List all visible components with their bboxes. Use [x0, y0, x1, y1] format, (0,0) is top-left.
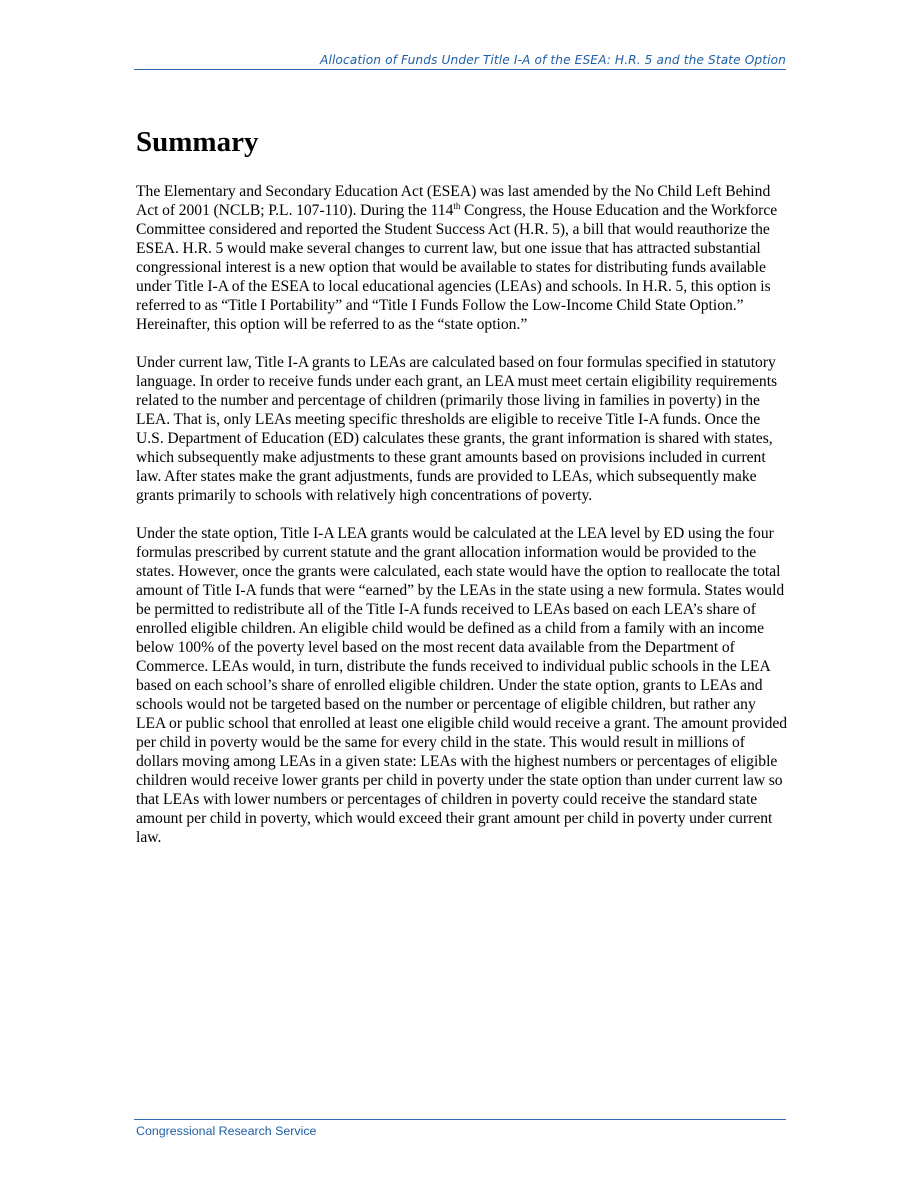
paragraph-1-text-start: The Elementary and Secondary Education Act (ESEA) was last amended by the No Child Left Behind Act of 2001 (NCLB; P.L. 107-110). During the 114 — [136, 183, 771, 219]
header-rule — [134, 69, 786, 70]
section-title: Summary — [136, 126, 259, 158]
page-footer — [134, 1119, 786, 1139]
paragraph-1-text-end: Congress, the House Education and the Workforce Committee considered and reported the Student Success Act (H.R. 5), a bill that would reauthorize the ESEA. H.R. 5 would make several changes to current law, but one issue that has attracted substantial congressional interest is a new option that would be available to states for distributing funds available under Title I-A of the ESEA to local educational agencies (LEAs) and schools. In H.R. 5, this option is referred to as “Title I Portability” and “Title I Funds Follow the Low-Income Child State Option.” Hereinafter, this option will be referred to as the “state option.” — [136, 202, 778, 333]
footer-organization: Congressional Research Service — [136, 1124, 317, 1138]
main-content — [136, 124, 788, 866]
page-header — [134, 52, 786, 70]
summary-paragraph-2: Under current law, Title I-A grants to LEAs are calculated based on four formulas specified in statutory language. In order to receive funds under each grant, an LEA must meet certain eligibility requirements related to the number and percentage of children (primarily those living in families in poverty) in the LEA. That is, only LEAs meeting specific thresholds are eligible to receive Title I-A funds. Once the U.S. Department of Education (ED) calculates these grants, the grant information is shared with states, which subsequently make adjustments to these grant amounts based on provisions included in current law. After states make the grant adjustments, funds are provided to LEAs, which subsequently make grants primarily to schools with relatively high concentrations of poverty. — [136, 354, 778, 504]
ordinal-superscript: th — [453, 201, 461, 211]
summary-paragraph-3: Under the state option, Title I-A LEA grants would be calculated at the LEA level by ED using the four formulas prescribed by current statute and the grant allocation information would be provided to the states. However, once the grants were calculated, each state would have the option to reallocate the total amount of Title I-A funds that were “earned” by the LEAs in the state using a new formula. States would be permitted to redistribute all of the Title I-A funds received to LEAs based on each LEA’s share of enrolled eligible children. An eligible child would be defined as a child from a family with an income below 100% of the poverty level based on the most recent data available from the Department of Commerce. LEAs would, in turn, distribute the funds received to individual public schools in the LEA based on each school’s share of enrolled eligible children. Under the state option, grants to LEAs and schools would not be targeted based on the number or percentage of eligible children, but rather any LEA or public school that enrolled at least one eligible child would receive a grant. The amount provided per child in poverty would be the same for every child in the state. This would result in millions of dollars moving among LEAs in a given state: LEAs with the highest numbers or percentages of eligible children would receive lower grants per child in poverty under the state option than under current law so that LEAs with lower numbers or percentages of children in poverty could receive the standard state amount per child in poverty, which would exceed their grant amount per child in poverty under current law. — [136, 525, 788, 846]
running-header-title: Allocation of Funds Under Title I-A of the ESEA: H.R. 5 and the State Option — [320, 53, 786, 67]
summary-paragraph-1 — [136, 182, 788, 334]
footer-rule — [134, 1119, 786, 1120]
